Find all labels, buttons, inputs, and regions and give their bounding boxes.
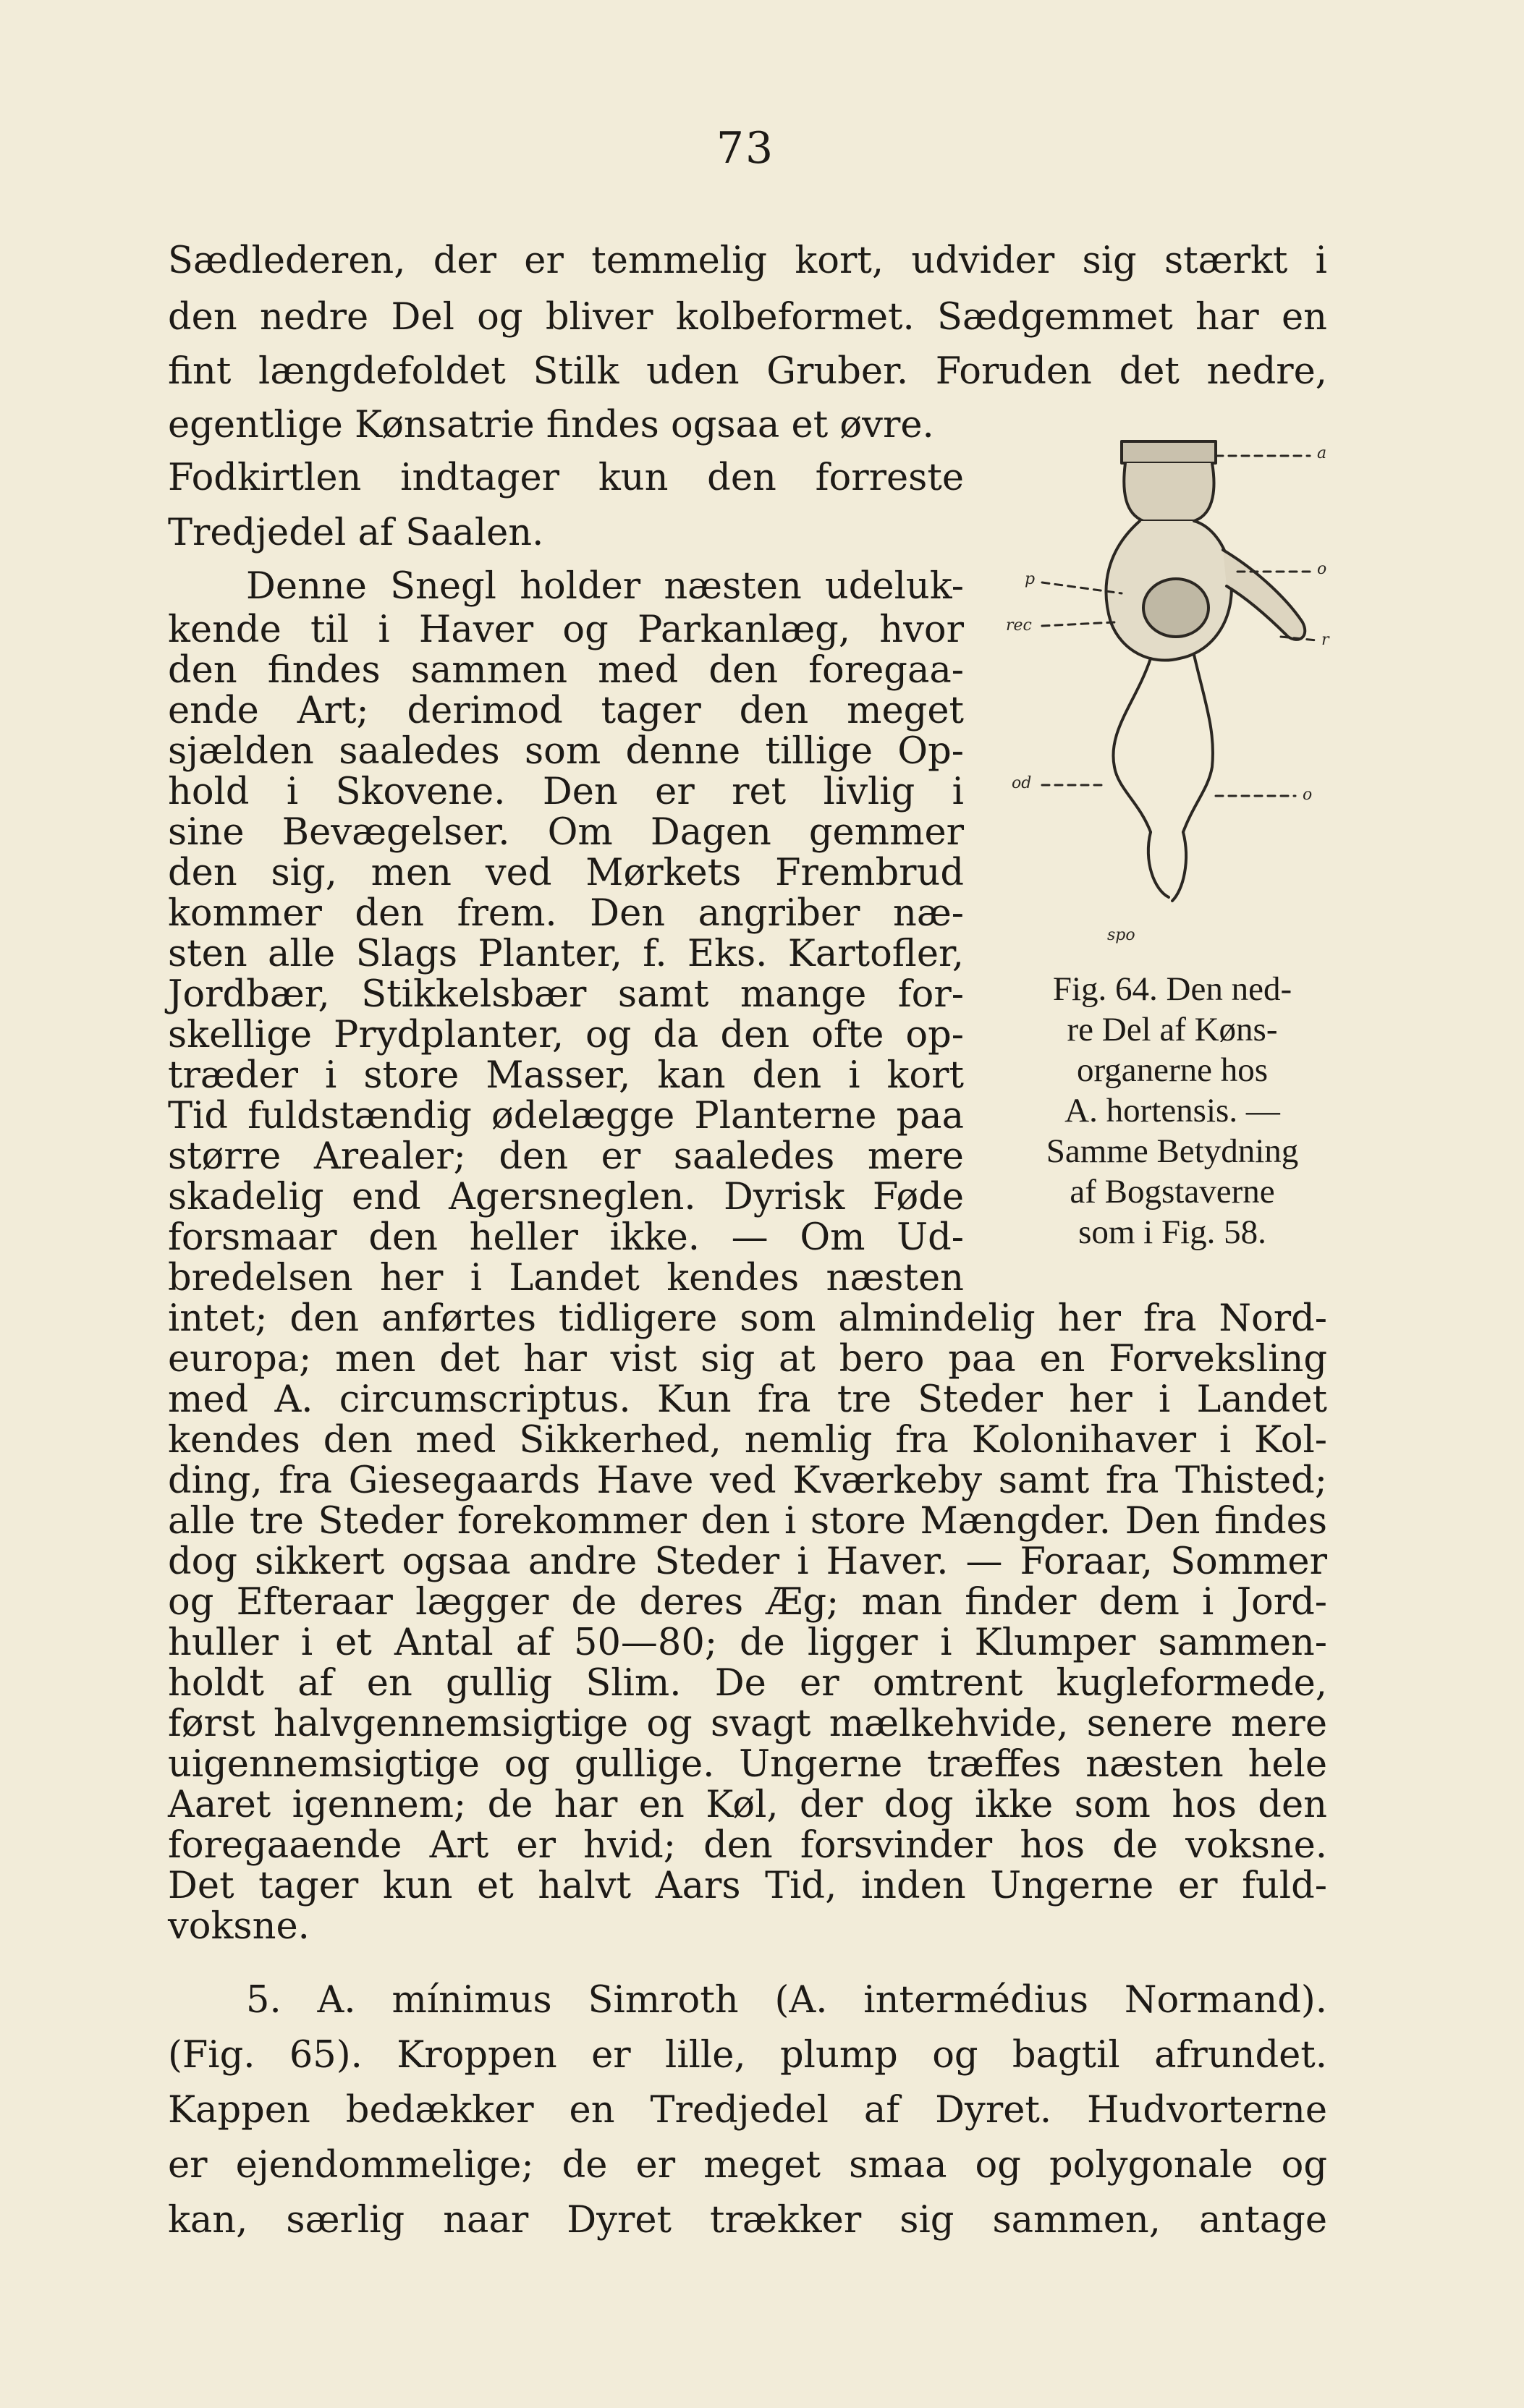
caption-line: A. hortensis. — bbox=[1064, 1092, 1280, 1129]
text-line: (Fig. 65). Kroppen er lille, plump og bagtil afrundet. bbox=[168, 2034, 1327, 2077]
text-line: sjælden saaledes som denne tillige Op- bbox=[168, 730, 964, 773]
figure-label: p bbox=[1025, 570, 1036, 588]
figure-label: o bbox=[1303, 786, 1313, 804]
figure-label: o bbox=[1317, 560, 1327, 578]
page-number: 73 bbox=[716, 123, 775, 174]
text-line: den nedre Del og bliver kolbeformet. Sædgemmet har en bbox=[168, 296, 1327, 339]
text-line: større Arealer; den er saaledes mere bbox=[168, 1135, 964, 1178]
text-line: kende til i Haver og Parkanlæg, hvor bbox=[168, 609, 964, 651]
figure-label: a bbox=[1317, 444, 1327, 462]
text-line: med A. circumscriptus. Kun fra tre Steder her i Landet bbox=[168, 1378, 1327, 1421]
text-line: holdt af en gullig Slim. De er omtrent kugleformede, bbox=[168, 1662, 1327, 1705]
text-line: kommer den frem. Den angriber næ- bbox=[168, 892, 964, 935]
text-line: voksne. bbox=[168, 1905, 310, 1948]
caption-line: re Del af Køns- bbox=[1067, 1011, 1278, 1048]
anatomy-illustration-icon bbox=[999, 427, 1346, 962]
text-line: er ejendommelige; de er meget smaa og polygonale og bbox=[168, 2144, 1327, 2187]
text-line: Sædlederen, der er temmelig kort, udvider sig stærkt i bbox=[168, 239, 1327, 282]
text-line: hold i Skovene. Den er ret livlig i bbox=[168, 771, 964, 813]
text-line: alle tre Steder forekommer den i store Mængder. Den findes bbox=[168, 1500, 1327, 1543]
text-line: huller i et Antal af 50—80; de ligger i Klumper sammen- bbox=[168, 1621, 1327, 1664]
text-line: fint længdefoldet Stilk uden Gruber. Foruden det nedre, bbox=[168, 350, 1327, 393]
text-line: skadelig end Agersneglen. Dyrisk Føde bbox=[168, 1176, 964, 1218]
text-line: 5. A. mínimus Simroth (A. intermédius Normand). bbox=[246, 1979, 1327, 2022]
caption-line: Fig. 64. Den ned- bbox=[1052, 970, 1292, 1008]
figure-label: od bbox=[1012, 774, 1032, 792]
text-line: forsmaar den heller ikke. — Om Ud- bbox=[168, 1216, 964, 1259]
text-line: bredelsen her i Landet kendes næsten bbox=[168, 1257, 964, 1300]
text-line: den findes sammen med den foregaa- bbox=[168, 649, 964, 692]
figure-64 bbox=[999, 427, 1346, 962]
text-line: Aaret igennem; de har en Køl, der dog ikke som hos den bbox=[168, 1784, 1327, 1826]
text-line: Denne Snegl holder næsten udeluk- bbox=[246, 565, 964, 608]
text-line: sten alle Slags Planter, f. Eks. Kartofler, bbox=[168, 933, 964, 975]
text-line: og Efteraar lægger de deres Æg; man finder dem i Jord- bbox=[168, 1581, 1327, 1624]
text-line: foregaaende Art er hvid; den forsvinder hos de voksne. bbox=[168, 1824, 1327, 1867]
caption-line: Samme Betydning bbox=[1046, 1132, 1299, 1170]
text-line: Jordbær, Stikkelsbær samt mange for- bbox=[168, 973, 964, 1016]
text-line: den sig, men ved Mørkets Frembrud bbox=[168, 852, 964, 894]
text-line: europa; men det har vist sig at bero paa en Forveksling bbox=[168, 1338, 1327, 1381]
caption-line: som i Fig. 58. bbox=[1078, 1213, 1266, 1251]
text-line: sine Bevægelser. Om Dagen gemmer bbox=[168, 811, 964, 854]
text-line: træder i store Masser, kan den i kort bbox=[168, 1054, 964, 1097]
text-line: kan, særlig naar Dyret trækker sig sammen, antage bbox=[168, 2199, 1327, 2242]
text-line: først halvgennemsigtige og svagt mælkehvide, senere mere bbox=[168, 1703, 1327, 1745]
caption-line: af Bogstaverne bbox=[1070, 1173, 1275, 1211]
text-line: Tredjedel af Saalen. bbox=[168, 512, 544, 554]
figure-label: rec bbox=[1006, 616, 1032, 635]
text-line: Det tager kun et halvt Aars Tid, inden Ungerne er fuld- bbox=[168, 1865, 1327, 1907]
text-line: uigennemsigtige og gullige. Ungerne træffes næsten hele bbox=[168, 1743, 1327, 1786]
text-line: intet; den anførtes tidligere som almindelig her fra Nord- bbox=[168, 1297, 1327, 1340]
text-line: kendes den med Sikkerhed, nemlig fra Kolonihaver i Kol- bbox=[168, 1419, 1327, 1462]
text-line: ende Art; derimod tager den meget bbox=[168, 690, 964, 732]
text-line: Fodkirtlen indtager kun den forreste bbox=[168, 457, 964, 499]
figure-label: spo bbox=[1107, 926, 1135, 944]
text-line: dog sikkert ogsaa andre Steder i Haver. — Foraar, Sommer bbox=[168, 1540, 1327, 1583]
figure-label: r bbox=[1321, 631, 1329, 649]
caption-line: organerne hos bbox=[1076, 1051, 1269, 1089]
text-line: Tid fuldstændig ødelægge Planterne paa bbox=[168, 1095, 964, 1137]
text-line: ding, fra Giesegaards Have ved Kværkeby samt fra Thisted; bbox=[168, 1459, 1327, 1502]
text-line: skellige Prydplanter, og da den ofte op- bbox=[168, 1014, 964, 1056]
text-line: Kappen bedækker en Tredjedel af Dyret. Hudvorterne bbox=[168, 2089, 1327, 2132]
text-line: egentlige Kønsatrie findes ogsaa et øvre. bbox=[168, 404, 934, 446]
